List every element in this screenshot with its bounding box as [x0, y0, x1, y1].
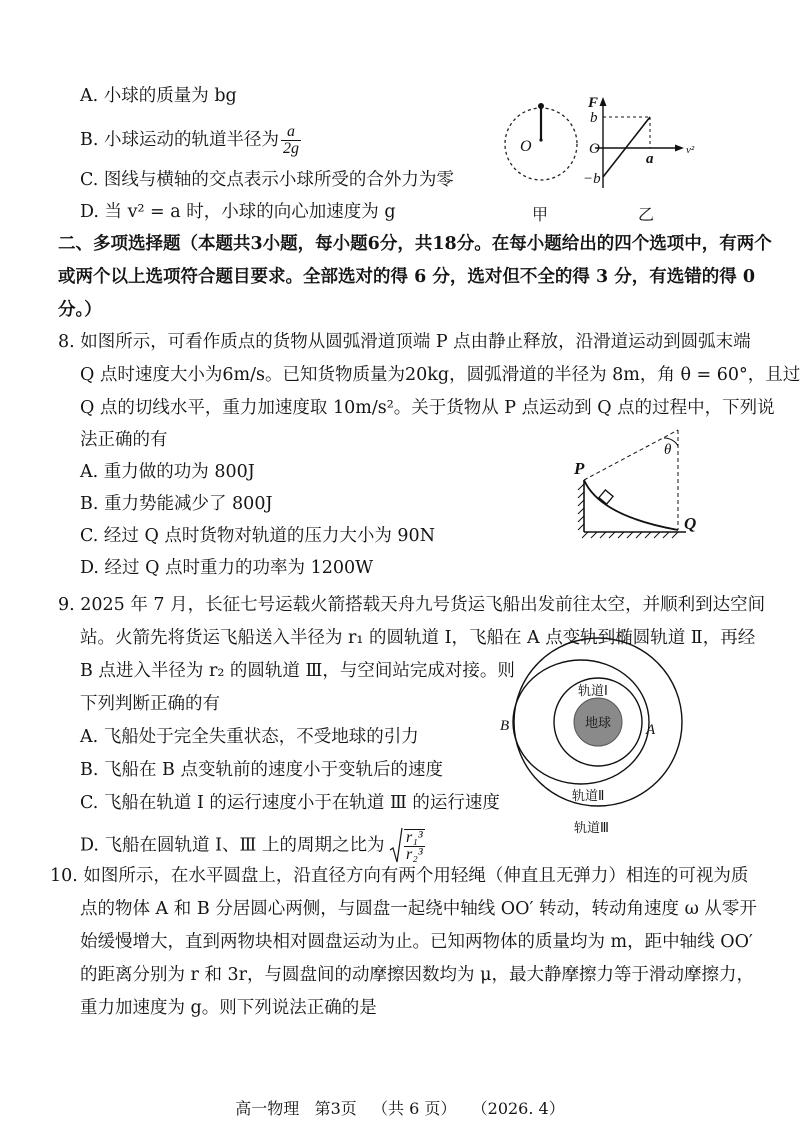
- q8-stem-line2: Q 点时速度大小为6m/s。已知货物质量为20kg，圆弧滑道的半径为 8m，角 θ = 60°，且过: [80, 365, 800, 385]
- q10-stem-line5: 重力加速度为 g。则下列说法正确的是: [80, 998, 377, 1018]
- q8-option-d: D. 经过 Q 点时重力的功率为 1200W: [80, 558, 374, 578]
- q8-stem-line1: 8. 如图所示，可看作质点的货物从圆弧滑道顶端 P 点由静止释放，沿滑道运动到圆弧末端: [58, 332, 751, 352]
- q8-stem-line3: Q 点的切线水平，重力加速度取 10m/s²。关于货物从 P 点运动到 Q 点的过程中，下列说: [80, 398, 775, 418]
- q7-option-c: C. 图线与横轴的交点表示小球所受的合外力为零: [80, 170, 454, 190]
- footer-date: （2026. 4）: [471, 1099, 565, 1118]
- q9-option-b: B. 飞船在 B 点变轨前的速度小于变轨后的速度: [80, 760, 443, 780]
- q9-stem-line4: 下列判断正确的有: [80, 694, 220, 714]
- q9-option-d-numerator: r₁³: [406, 829, 423, 846]
- q9-option-a: A. 飞船处于完全失重状态，不受地球的引力: [80, 727, 419, 747]
- q7-b-label: b: [590, 110, 598, 126]
- q9-orbit-2-label: 轨道Ⅱ: [572, 789, 605, 804]
- q8-stem-line4: 法正确的有: [80, 430, 168, 450]
- q9-stem-line3: B 点进入半径为 r₂ 的圆轨道 Ⅲ，与空间站完成对接。则: [80, 661, 515, 681]
- q9-point-b: B: [500, 718, 510, 734]
- q7-y-label: F: [588, 95, 599, 111]
- q10-stem-line2: 点的物体 A 和 B 分居圆心两侧，与圆盘一起绕中轴线 OO′ 转动，转动角速度 ω 从零开: [80, 899, 757, 919]
- q9-option-d-denominator: r₂³: [406, 846, 423, 863]
- q9-stem-line1: 9. 2025 年 7 月，长征七号运载火箭搭载天舟九号货运飞船出发前往太空，并顺利到达空间: [58, 595, 766, 615]
- q9-earth-label: 地球: [585, 716, 612, 731]
- q8-theta-label: θ: [664, 442, 672, 458]
- section2-header-line2: 或两个以上选项符合题目要求。全部选对的得 6 分，选对但不全的得 3 分，有选错的得 0: [58, 267, 755, 287]
- q7-origin-label: O: [589, 141, 600, 157]
- q7-option-b-denominator: 2g: [283, 140, 299, 157]
- q9-orbit-3-label: 轨道Ⅲ: [574, 821, 609, 836]
- q7-center-label: O: [520, 138, 532, 155]
- q7-x-label: v²: [686, 144, 695, 156]
- q8-p-label: P: [574, 459, 585, 478]
- q7-option-d: D. 当 v² = a 时，小球的向心加速度为 g: [80, 202, 396, 222]
- footer-total: （共 6 页）: [372, 1099, 457, 1118]
- q9-option-c: C. 飞船在轨道 Ⅰ 的运行速度小于在轨道 Ⅲ 的运行速度: [80, 793, 500, 813]
- q8-option-c: C. 经过 Q 点时货物对轨道的压力大小为 90N: [80, 526, 436, 546]
- q7-option-a: A. 小球的质量为 bg: [80, 86, 237, 106]
- q7-neg-b-label: −b: [583, 171, 601, 187]
- footer-subject: 高一物理: [235, 1099, 300, 1118]
- q7-caption-right: 乙: [638, 205, 655, 224]
- q7-option-b-numerator: a: [281, 124, 301, 141]
- q10-stem-line1: 10. 如图所示，在水平圆盘上，沿直径方向有两个用轻绳（伸直且无弹力）相连的可视为质: [50, 866, 749, 886]
- q9-option-d-text: D. 飞船在圆轨道 Ⅰ、Ⅲ 上的周期之比为: [80, 835, 385, 856]
- section2-header-line3: 分。）: [58, 300, 102, 320]
- q8-q-label: Q: [684, 514, 697, 533]
- footer-page: 第3页: [314, 1099, 357, 1118]
- section2-header-line1: 二、多项选择题（本题共3小题，每小题6分，共18分。在每小题给出的四个选项中，有两个: [58, 234, 772, 254]
- q8-option-b: B. 重力势能减少了 800J: [80, 494, 273, 514]
- q7-caption-left: 甲: [532, 205, 549, 224]
- q7-a-label: a: [646, 151, 654, 167]
- q7-option-b-text: B. 小球运动的轨道半径为: [80, 130, 279, 150]
- q9-stem-line2: 站。火箭先将货运飞船送入半径为 r₁ 的圆轨道 Ⅰ，飞船在 A 点变轨到椭圆轨道 Ⅱ，再经: [80, 628, 756, 648]
- q10-stem-line4: 的距离分别为 r 和 3r，与圆盘间的动摩擦因数均为 μ，最大静摩擦力等于滑动摩擦力，: [80, 965, 754, 985]
- page-footer: [0, 1096, 800, 1119]
- q9-orbit-1-label: 轨道Ⅰ: [578, 684, 608, 699]
- q10-stem-line3: 始缓慢增大，直到两物块相对圆盘运动为止。已知两物体的质量均为 m，距中轴线 OO′: [80, 932, 753, 952]
- q9-point-a: A: [646, 722, 656, 738]
- q8-option-a: A. 重力做的功为 800J: [80, 462, 255, 482]
